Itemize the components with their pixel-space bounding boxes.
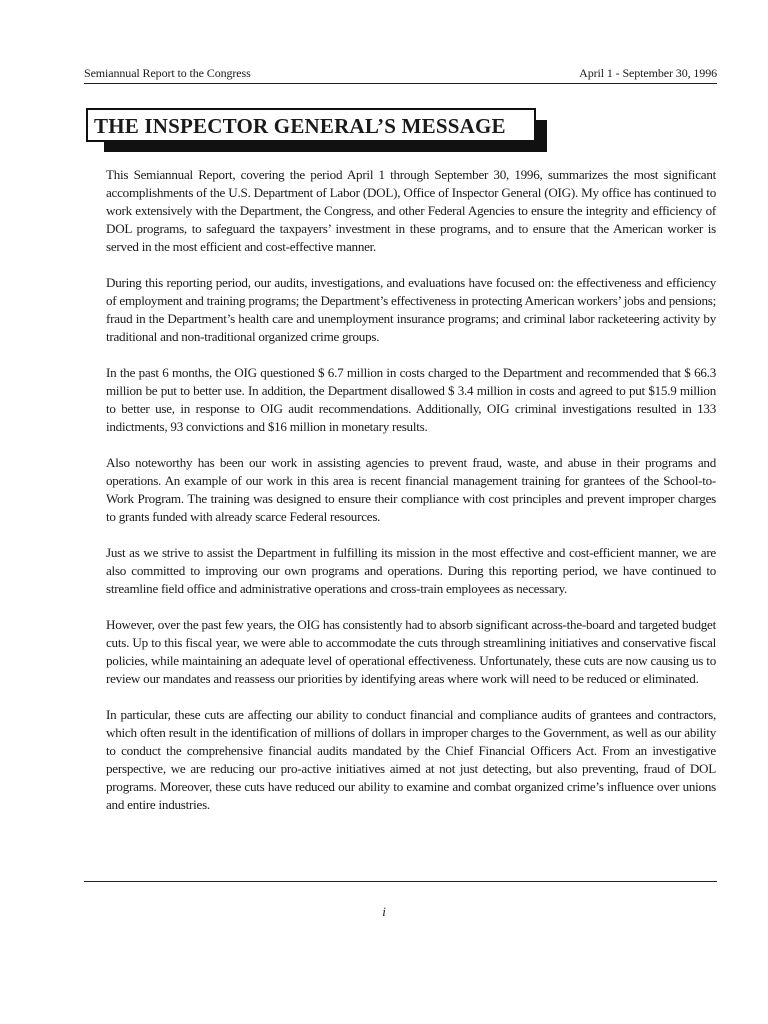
footer-divider xyxy=(84,881,717,882)
paragraph: This Semiannual Report, covering the period April 1 through September 30, 1996, summarizes the most significant accomplishments of the U.S. Department of Labor (DOL), Office of Inspector General (OIG). My office has continued to work extensively with the Department, the Congress, and other Federal Agencies to ensure the integrity and efficiency of DOL programs, to safeguard the taxpayers’ investment in these programs, and to ensure that the American worker is served in the most efficient and cost-effective manner. xyxy=(106,167,716,254)
title-box xyxy=(86,108,536,142)
paragraph: However, over the past few years, the OIG has consistently had to absorb significant across-the-board and targeted budget cuts. Up to this fiscal year, we were able to accommodate the cuts through streamlining initiatives and conservative fiscal policies, while maintaining an adequate level of operational effectiveness. Unfortunately, these cuts are now causing us to review our mandates and reassess our priorities by identifying areas where work will need to be reduced or eliminated. xyxy=(106,617,716,686)
paragraph: Also noteworthy has been our work in assisting agencies to prevent fraud, waste, and abuse in their programs and operations. An example of our work in this area is recent financial management training for grantees of the School-to-Work Program. The training was designed to ensure their compliance with cost principles and prevent improper charges to grants funded with already scarce Federal resources. xyxy=(106,455,716,524)
page-title: THE INSPECTOR GENERAL’S MESSAGE xyxy=(94,114,506,138)
running-header xyxy=(84,66,717,84)
header-divider xyxy=(84,83,717,84)
message-body xyxy=(106,166,716,832)
paragraph: Just as we strive to assist the Department in fulfilling its mission in the most effective and cost-efficient manner, we are also committed to improving our own programs and operations. During this reporting period, we have continued to streamline field office and administrative operations and cross-train employees as necessary. xyxy=(106,545,716,596)
report-title-header: Semiannual Report to the Congress xyxy=(84,66,251,80)
page-number: i xyxy=(382,904,386,919)
paragraph: In particular, these cuts are affecting our ability to conduct financial and compliance audits of grantees and contractors, which often result in the identification of millions of dollars in improper charges to the Government, as well as our ability to conduct the comprehensive financial audits mandated by the Chief Financial Officers Act. From an investigative perspective, we are reducing our pro-active initiatives aimed at not just detecting, but also preventing, fraud of DOL programs. Moreover, these cuts have reduced our ability to examine and combat organized crime’s influence over unions and entire industries. xyxy=(106,707,716,812)
report-period-header: April 1 - September 30, 1996 xyxy=(579,66,717,80)
paragraph: In the past 6 months, the OIG questioned $ 6.7 million in costs charged to the Department and recommended that $ 66.3 million be put to better use. In addition, the Department disallowed $ 3.4 million in costs and agreed to put $15.9 million to better use, in response to OIG audit recommendations. Additionally, OIG criminal investigations resulted in 133 indictments, 93 convictions and $16 million in monetary results. xyxy=(106,365,716,434)
paragraph: During this reporting period, our audits, investigations, and evaluations have focused on: the effectiveness and efficiency of employment and training programs; the Department’s effectiveness in protecting American workers’ jobs and pensions; fraud in the Department’s health care and unemployment insurance programs; and criminal labor racketeering activity by traditional and non-traditional organized crime groups. xyxy=(106,275,716,344)
